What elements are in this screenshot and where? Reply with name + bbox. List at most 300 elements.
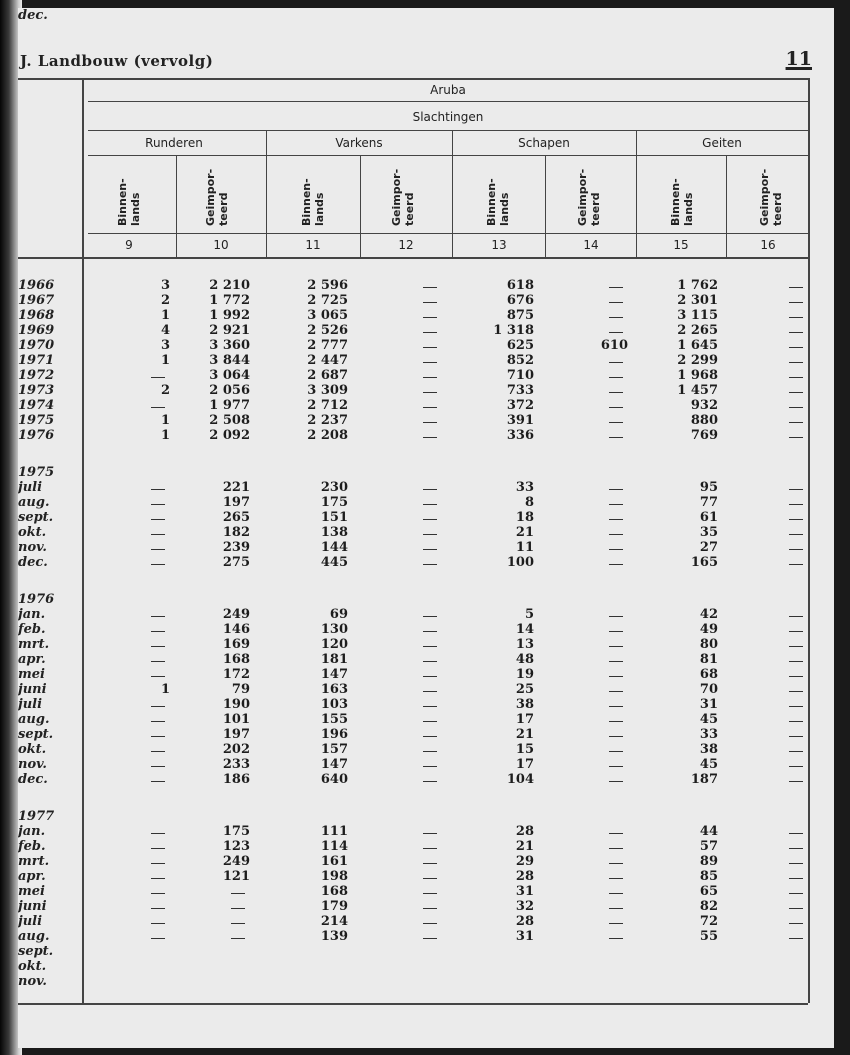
row-label: mrt. (18, 637, 50, 652)
table-cell: 214 (320, 914, 348, 929)
nil-dash (423, 317, 437, 318)
row-label: 1969 (18, 323, 55, 338)
table-cell: 29 (515, 854, 534, 869)
row-label: 1972 (18, 368, 55, 383)
table-cell: 18 (515, 510, 534, 525)
table-cell: 45 (699, 712, 718, 727)
header-top-rule (18, 78, 808, 80)
nil-dash (609, 938, 623, 939)
table-cell: 2 725 (307, 293, 348, 308)
group-header-runderen: Runderen (145, 136, 203, 150)
nil-dash (151, 616, 165, 617)
table-cell: 61 (699, 510, 718, 525)
row-label: dec. (18, 772, 48, 787)
table-cell: 175 (320, 495, 348, 510)
nil-dash (789, 332, 803, 333)
nil-dash (151, 377, 165, 378)
nil-dash (609, 616, 623, 617)
nil-dash (423, 287, 437, 288)
subheader-binnenlands: Binnen- lands (300, 178, 326, 226)
nil-dash (609, 362, 623, 363)
region-header: Aruba (430, 83, 466, 97)
table-cell: 618 (506, 278, 534, 293)
nil-dash (151, 908, 165, 909)
nil-dash (789, 833, 803, 834)
nil-dash (789, 721, 803, 722)
table-cell: 640 (320, 772, 348, 787)
row-label: jan. (18, 824, 46, 839)
nil-dash (151, 676, 165, 677)
table-cell: 1 762 (677, 278, 718, 293)
table-cell: 2 299 (677, 353, 718, 368)
row-label: okt. (18, 959, 47, 974)
table-cell: 33 (515, 480, 534, 495)
nil-dash (609, 564, 623, 565)
table-cell: 2 237 (307, 413, 348, 428)
nil-dash (423, 736, 437, 737)
column-number: 12 (398, 238, 414, 252)
table-cell: 81 (699, 652, 718, 667)
table-cell: 198 (320, 869, 348, 884)
nil-dash (151, 504, 165, 505)
nil-dash (789, 407, 803, 408)
column-number: 16 (760, 238, 776, 252)
table-cell: 2 596 (307, 278, 348, 293)
nil-dash (789, 564, 803, 565)
nil-dash (151, 781, 165, 782)
nil-dash (609, 549, 623, 550)
table-cell: 239 (222, 540, 250, 555)
nil-dash (609, 631, 623, 632)
table-cell: 130 (320, 622, 348, 637)
nil-dash (423, 646, 437, 647)
nil-dash (151, 549, 165, 550)
table-cell: 2 208 (307, 428, 348, 443)
table-cell: 196 (320, 727, 348, 742)
nil-dash (151, 407, 165, 408)
group-header-varkens: Varkens (335, 136, 383, 150)
table-cell: 733 (506, 383, 534, 398)
nil-dash (423, 504, 437, 505)
nil-dash (789, 347, 803, 348)
nil-dash (609, 766, 623, 767)
nil-dash (423, 751, 437, 752)
page-number: 11 (785, 48, 812, 70)
table-cell: 625 (506, 338, 534, 353)
nil-dash (423, 878, 437, 879)
row-label: juni (18, 899, 47, 914)
table-cell: 28 (515, 869, 534, 884)
nil-dash (609, 908, 623, 909)
column-number: 9 (125, 238, 133, 252)
subheader-binnenlands: Binnen- lands (116, 178, 142, 226)
table-cell: 15 (515, 742, 534, 757)
table-cell: 221 (222, 480, 250, 495)
table-cell: 21 (515, 525, 534, 540)
nil-dash (609, 422, 623, 423)
region-rule (88, 101, 808, 102)
col-divider (176, 155, 177, 257)
row-label: apr. (18, 869, 46, 884)
table-cell: 100 (506, 555, 534, 570)
subheader-geimporteerd: Geimpor- teerd (758, 168, 784, 226)
table-cell: 161 (320, 854, 348, 869)
table-cell: 28 (515, 824, 534, 839)
row-label: 1975 (18, 413, 55, 428)
nil-dash (151, 706, 165, 707)
nil-dash (151, 893, 165, 894)
nil-dash (231, 893, 245, 894)
nil-dash (789, 923, 803, 924)
nil-dash (423, 302, 437, 303)
nil-dash (151, 736, 165, 737)
table-cell: 2 777 (307, 338, 348, 353)
table-cell: 2 508 (209, 413, 250, 428)
nil-dash (151, 564, 165, 565)
table-cell: 17 (515, 757, 534, 772)
nil-dash (151, 646, 165, 647)
nil-dash (423, 534, 437, 535)
nil-dash (609, 392, 623, 393)
row-label: 1968 (18, 308, 55, 323)
table-cell: 32 (515, 899, 534, 914)
table-cell: 31 (515, 884, 534, 899)
table-cell: 114 (320, 839, 348, 854)
nil-dash (789, 736, 803, 737)
nil-dash (789, 766, 803, 767)
nil-dash (151, 661, 165, 662)
nil-dash (423, 564, 437, 565)
table-cell: 2 526 (307, 323, 348, 338)
table-cell: 65 (699, 884, 718, 899)
table-cell: 3 (160, 278, 170, 293)
table-cell: 57 (699, 839, 718, 854)
stub-divider (82, 78, 84, 1003)
table-cell: 11 (515, 540, 534, 555)
nil-dash (151, 489, 165, 490)
group-header-geiten: Geiten (702, 136, 742, 150)
nil-dash (423, 893, 437, 894)
row-label: sept. (18, 727, 54, 742)
table-cell: 138 (320, 525, 348, 540)
table-cell: 31 (699, 697, 718, 712)
nil-dash (231, 938, 245, 939)
nil-dash (789, 848, 803, 849)
table-cell: 1 645 (677, 338, 718, 353)
table-cell: 265 (222, 510, 250, 525)
table-cell: 233 (222, 757, 250, 772)
nil-dash (423, 863, 437, 864)
nil-dash (789, 893, 803, 894)
table-cell: 610 (600, 338, 628, 353)
nil-dash (423, 908, 437, 909)
table-cell: 80 (699, 637, 718, 652)
nil-dash (609, 377, 623, 378)
table-cell: 1 457 (677, 383, 718, 398)
table-cell: 111 (320, 824, 348, 839)
row-label: feb. (18, 839, 46, 854)
nil-dash (423, 721, 437, 722)
table-cell: 103 (320, 697, 348, 712)
table-cell: 249 (222, 854, 250, 869)
table-cell: 165 (690, 555, 718, 570)
table-cell: 1 318 (493, 323, 534, 338)
table-cell: 710 (506, 368, 534, 383)
row-label: jan. (18, 607, 46, 622)
table-cell: 202 (222, 742, 250, 757)
nil-dash (423, 616, 437, 617)
table-cell: 38 (699, 742, 718, 757)
table-cell: 42 (699, 607, 718, 622)
nil-dash (789, 302, 803, 303)
table-cell: 2 301 (677, 293, 718, 308)
table-cell: 769 (690, 428, 718, 443)
nil-dash (423, 347, 437, 348)
table-cell: 49 (699, 622, 718, 637)
nil-dash (609, 736, 623, 737)
table-cell: 35 (699, 525, 718, 540)
table-cell: 187 (690, 772, 718, 787)
row-label: juli (18, 697, 43, 712)
row-label: 1976 (18, 592, 55, 607)
nil-dash (151, 938, 165, 939)
table-cell: 391 (506, 413, 534, 428)
column-number: 14 (583, 238, 599, 252)
nil-dash (609, 691, 623, 692)
table-cell: 120 (320, 637, 348, 652)
row-label: nov. (18, 540, 47, 555)
table-cell: 89 (699, 854, 718, 869)
column-number: 13 (491, 238, 507, 252)
table-cell: 79 (231, 682, 250, 697)
nil-dash (789, 519, 803, 520)
nil-dash (789, 504, 803, 505)
row-label: aug. (18, 712, 50, 727)
row-label: sept. (18, 510, 54, 525)
table-cell: 38 (515, 697, 534, 712)
table-cell: 2 921 (209, 323, 250, 338)
group-header-schapen: Schapen (518, 136, 570, 150)
table-cell: 172 (222, 667, 250, 682)
table-cell: 8 (524, 495, 534, 510)
nil-dash (789, 392, 803, 393)
nil-dash (789, 661, 803, 662)
page-title: J. Landbouw (vervolg) (20, 52, 214, 70)
row-label: juni (18, 682, 47, 697)
subheader-binnenlands: Binnen- lands (669, 178, 695, 226)
row-label: 1976 (18, 428, 55, 443)
nil-dash (423, 848, 437, 849)
nil-dash (151, 534, 165, 535)
table-cell: 68 (699, 667, 718, 682)
nil-dash (423, 923, 437, 924)
table-cell: 70 (699, 682, 718, 697)
table-cell: 121 (222, 869, 250, 884)
col-divider (545, 155, 546, 257)
table-cell: 1 772 (209, 293, 250, 308)
nil-dash (423, 437, 437, 438)
table-cell: 3 (160, 338, 170, 353)
nil-dash (789, 489, 803, 490)
nil-dash (609, 287, 623, 288)
nil-dash (789, 362, 803, 363)
table-cell: 163 (320, 682, 348, 697)
column-number-rule (18, 257, 808, 259)
nil-dash (151, 766, 165, 767)
table-cell: 3 064 (209, 368, 250, 383)
table-cell: 3 360 (209, 338, 250, 353)
table-cell: 179 (320, 899, 348, 914)
nil-dash (609, 504, 623, 505)
table-cell: 875 (506, 308, 534, 323)
table-cell: 147 (320, 757, 348, 772)
table-cell: 72 (699, 914, 718, 929)
nil-dash (609, 676, 623, 677)
row-label: sept. (18, 944, 54, 959)
column-number: 10 (213, 238, 229, 252)
col-divider (726, 155, 727, 257)
row-label: okt. (18, 525, 47, 540)
subheader-rule (88, 233, 808, 234)
table-cell: 5 (524, 607, 534, 622)
row-label: nov. (18, 974, 47, 989)
row-label: 1971 (18, 353, 55, 368)
nil-dash (609, 489, 623, 490)
table-cell: 168 (320, 884, 348, 899)
table-cell: 445 (320, 555, 348, 570)
table-cell: 147 (320, 667, 348, 682)
table-cell: 157 (320, 742, 348, 757)
nil-dash (789, 706, 803, 707)
nil-dash (789, 938, 803, 939)
row-label: 1973 (18, 383, 55, 398)
nil-dash (151, 863, 165, 864)
nil-dash (609, 646, 623, 647)
nil-dash (789, 534, 803, 535)
table-cell: 2 687 (307, 368, 348, 383)
table-cell: 31 (515, 929, 534, 944)
nil-dash (423, 661, 437, 662)
table-cell: 85 (699, 869, 718, 884)
table-cell: 2 265 (677, 323, 718, 338)
row-label: 1974 (18, 398, 55, 413)
table-cell: 880 (690, 413, 718, 428)
table-cell: 2 092 (209, 428, 250, 443)
row-label: 1975 (18, 465, 55, 480)
row-label: aug. (18, 929, 50, 944)
nil-dash (789, 676, 803, 677)
nil-dash (231, 908, 245, 909)
nil-dash (423, 833, 437, 834)
row-label: juli (18, 914, 43, 929)
table-cell: 932 (690, 398, 718, 413)
table-cell: 19 (515, 667, 534, 682)
table-cell: 25 (515, 682, 534, 697)
nil-dash (789, 377, 803, 378)
row-label: 1967 (18, 293, 55, 308)
nil-dash (789, 437, 803, 438)
nil-dash (151, 923, 165, 924)
table-cell: 55 (699, 929, 718, 944)
row-label: dec. (18, 8, 48, 23)
nil-dash (423, 549, 437, 550)
nil-dash (609, 863, 623, 864)
nil-dash (151, 631, 165, 632)
nil-dash (423, 489, 437, 490)
table-cell: 275 (222, 555, 250, 570)
table-cell: 14 (515, 622, 534, 637)
section-rule (88, 130, 808, 131)
table-cell: 27 (699, 540, 718, 555)
table-cell: 45 (699, 757, 718, 772)
nil-dash (231, 923, 245, 924)
subheader-geimporteerd: Geimpor- teerd (204, 168, 230, 226)
row-label: apr. (18, 652, 46, 667)
nil-dash (609, 781, 623, 782)
table-cell: 48 (515, 652, 534, 667)
nil-dash (609, 923, 623, 924)
nil-dash (609, 317, 623, 318)
row-label: juli (18, 480, 43, 495)
table-cell: 69 (329, 607, 348, 622)
nil-dash (609, 519, 623, 520)
nil-dash (423, 706, 437, 707)
nil-dash (151, 721, 165, 722)
table-cell: 1 992 (209, 308, 250, 323)
nil-dash (609, 893, 623, 894)
table-cell: 175 (222, 824, 250, 839)
table-cell: 186 (222, 772, 250, 787)
table-cell: 190 (222, 697, 250, 712)
nil-dash (609, 878, 623, 879)
table-cell: 21 (515, 727, 534, 742)
nil-dash (609, 848, 623, 849)
group-rule (88, 155, 808, 156)
row-label: okt. (18, 742, 47, 757)
row-label: 1970 (18, 338, 55, 353)
table-cell: 1 968 (677, 368, 718, 383)
nil-dash (423, 377, 437, 378)
table-cell: 2 210 (209, 278, 250, 293)
table-cell: 2 447 (307, 353, 348, 368)
table-cell: 4 (160, 323, 170, 338)
nil-dash (609, 661, 623, 662)
subheader-geimporteerd: Geimpor- teerd (390, 168, 416, 226)
nil-dash (789, 287, 803, 288)
table-cell: 1 (160, 308, 170, 323)
section-header: Slachtingen (412, 110, 484, 124)
nil-dash (789, 691, 803, 692)
table-cell: 169 (222, 637, 250, 652)
table-cell: 104 (506, 772, 534, 787)
row-label: mei (18, 884, 45, 899)
right-border (808, 78, 810, 1003)
nil-dash (423, 938, 437, 939)
nil-dash (609, 437, 623, 438)
table-cell: 21 (515, 839, 534, 854)
table-cell: 1 (160, 353, 170, 368)
nil-dash (151, 878, 165, 879)
table-cell: 2 712 (307, 398, 348, 413)
nil-dash (789, 878, 803, 879)
table-cell: 3 065 (307, 308, 348, 323)
row-label: mei (18, 667, 45, 682)
table-cell: 95 (699, 480, 718, 495)
nil-dash (423, 407, 437, 408)
row-label: aug. (18, 495, 50, 510)
nil-dash (423, 691, 437, 692)
table-cell: 168 (222, 652, 250, 667)
